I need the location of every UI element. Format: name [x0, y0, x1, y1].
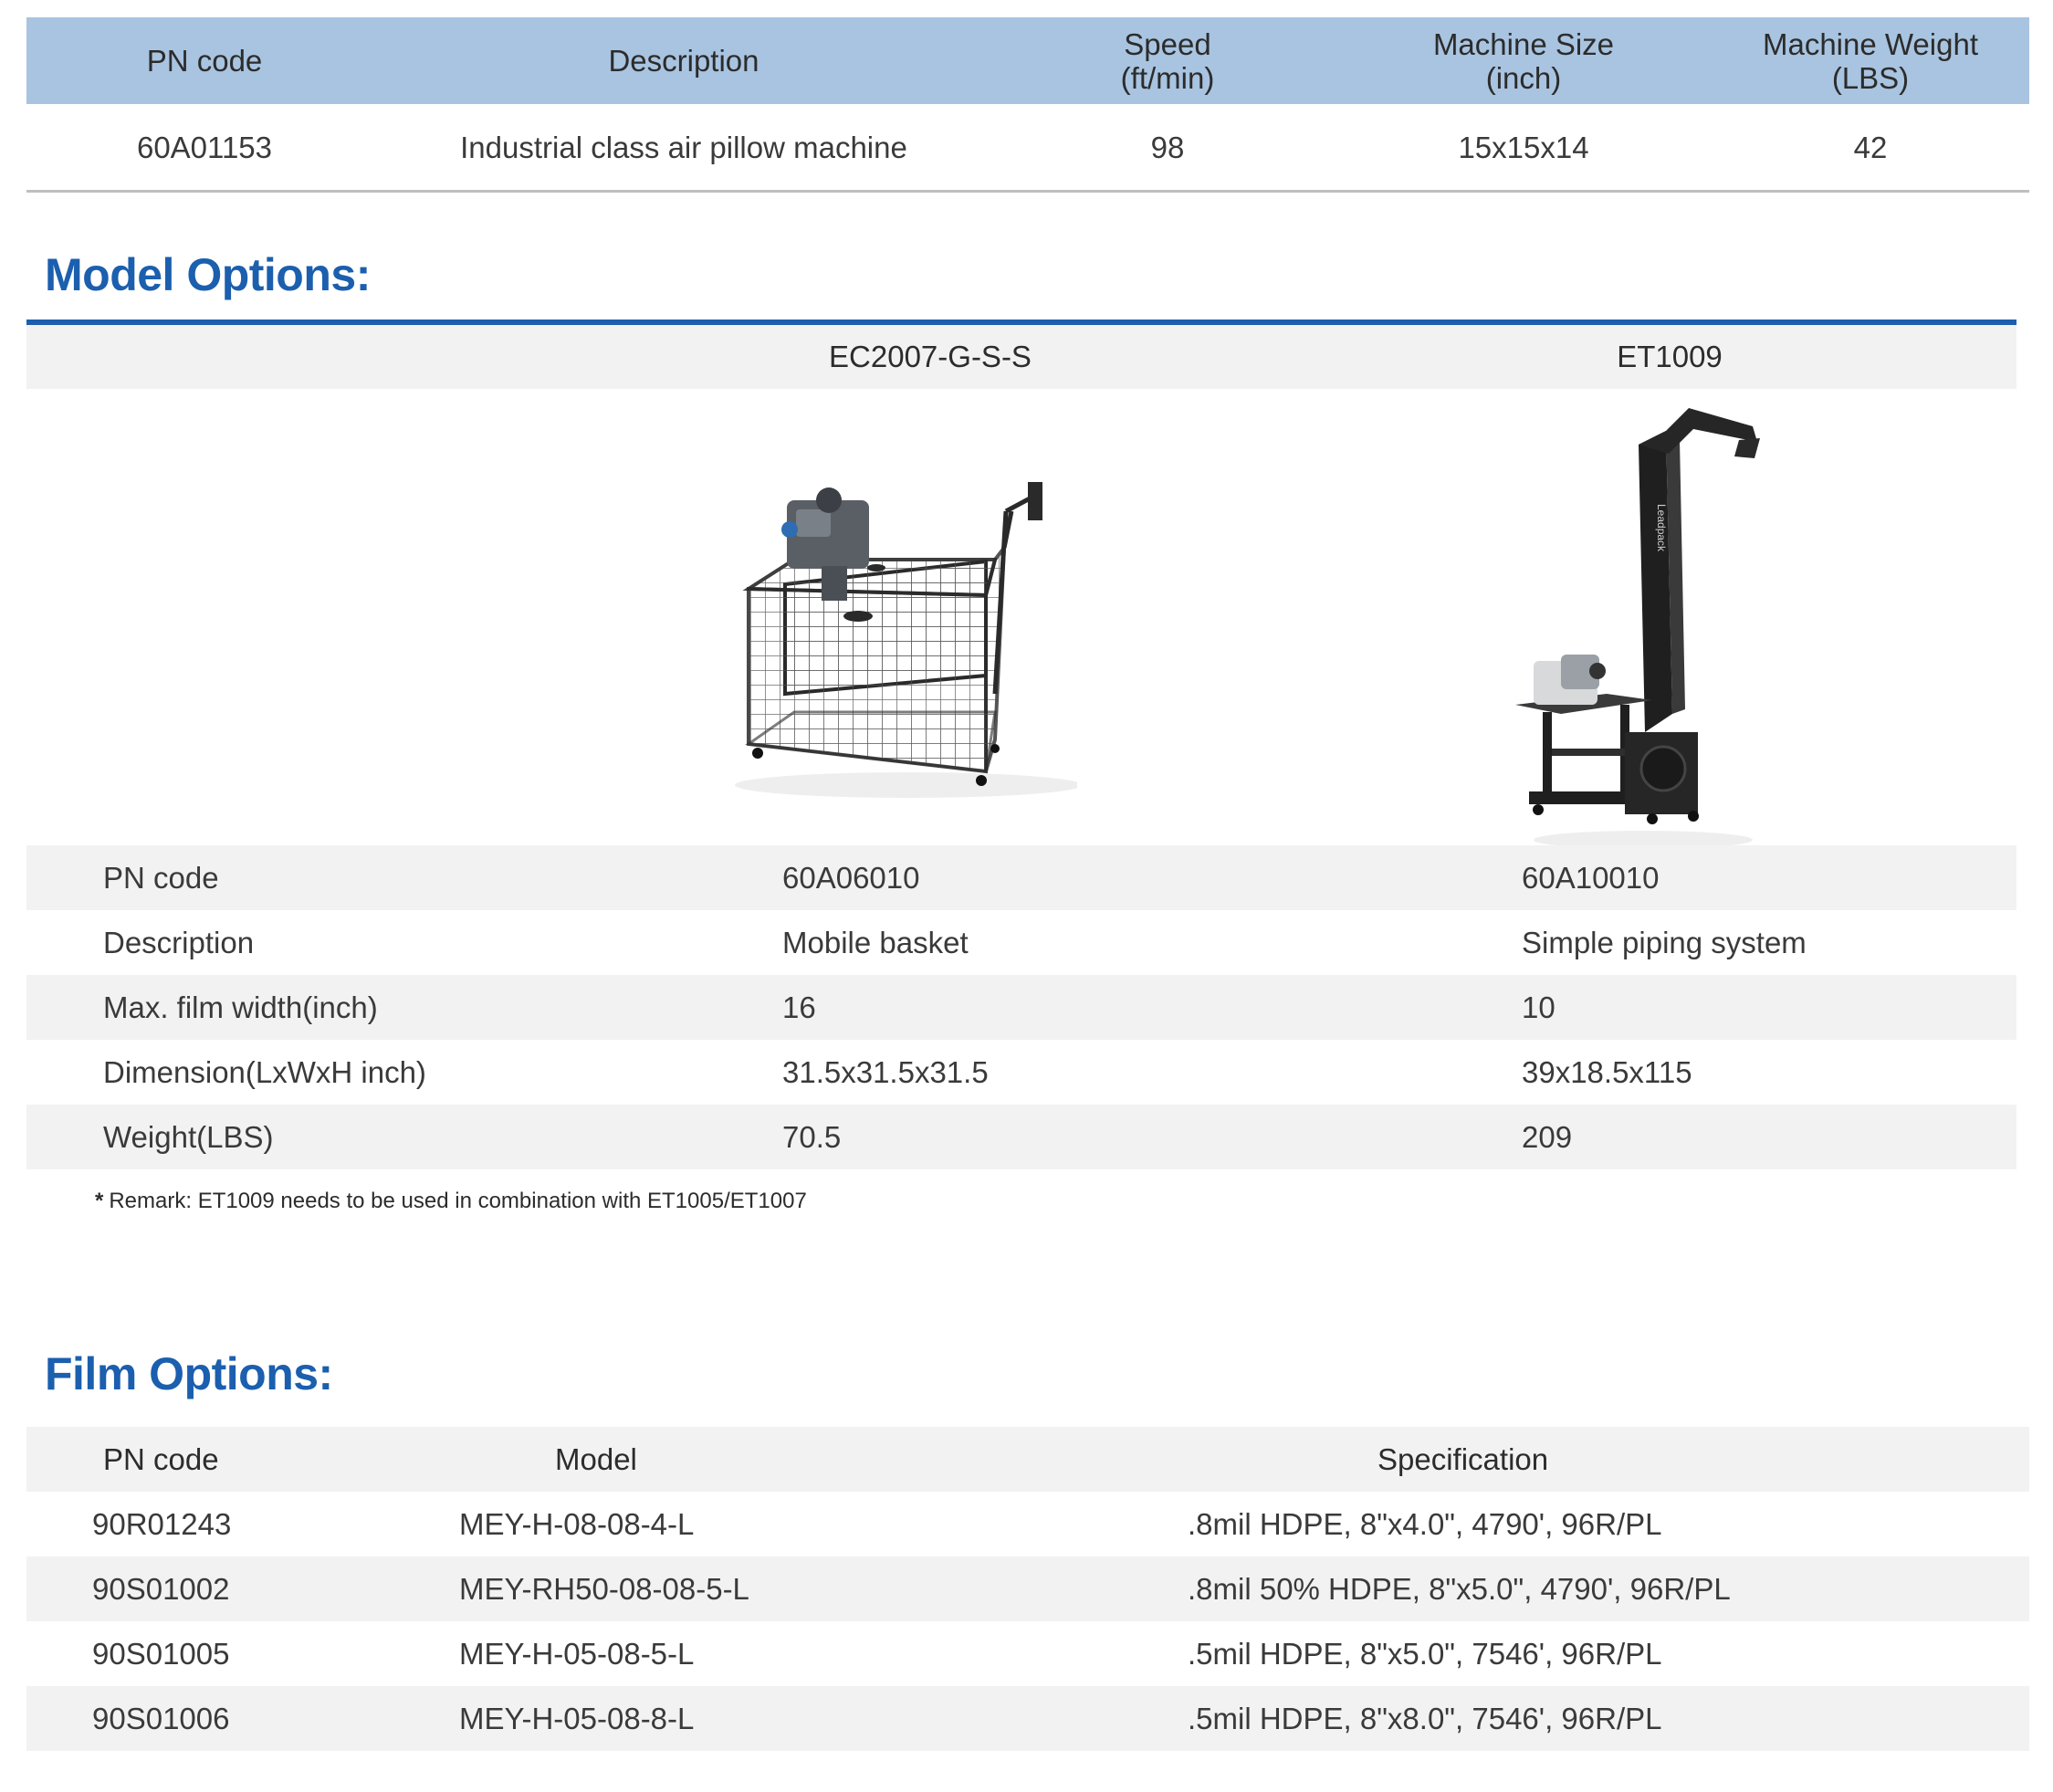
- model-row-value-ec2007: Mobile basket: [782, 925, 969, 959]
- model-row-label: Dimension(LxWxH inch): [103, 1054, 426, 1089]
- remark-star: *: [95, 1189, 104, 1213]
- film-cell-specification: .8mil HDPE, 8"x4.0", 4790', 96R/PL: [1188, 1506, 1662, 1541]
- model-row-value-et1009: 209: [1522, 1119, 1573, 1154]
- film-cell-model: MEY-RH50-08-08-5-L: [459, 1571, 749, 1606]
- spec-table-header: [26, 17, 2029, 104]
- model-row-value-et1009: 10: [1522, 990, 1555, 1024]
- film-cell-specification: .5mil HDPE, 8"x8.0", 7546', 96R/PL: [1188, 1701, 1662, 1735]
- spec-header-description: Description: [608, 44, 759, 78]
- model-row-value-et1009: 39x18.5x115: [1522, 1054, 1692, 1089]
- film-table-header: [26, 1427, 2029, 1492]
- film-header-specification: Specification: [1377, 1441, 1549, 1476]
- model-name-et1009: ET1009: [1617, 340, 1723, 373]
- spec-cell-machine-size: 15x15x14: [1458, 130, 1589, 164]
- spec-table-row: [26, 104, 2029, 191]
- film-cell-model: MEY-H-05-08-5-L: [459, 1636, 695, 1671]
- spec-table-divider: [26, 190, 2029, 193]
- model-row-value-ec2007: 16: [782, 990, 816, 1024]
- film-row: [26, 1621, 2029, 1686]
- piping-system-image: [1506, 403, 1762, 851]
- model-row-label: Description: [103, 925, 255, 959]
- model-row-label: Weight(LBS): [103, 1119, 274, 1154]
- spec-header-speed: Speed (ft/min): [1120, 26, 1215, 95]
- model-row-weight: [26, 1105, 2016, 1169]
- spec-cell-speed: 98: [1150, 130, 1185, 164]
- model-row-value-ec2007: 60A06010: [782, 860, 920, 895]
- film-cell-specification: .5mil HDPE, 8"x5.0", 7546', 96R/PL: [1188, 1636, 1662, 1671]
- model-row-description: [26, 910, 2016, 975]
- film-row: [26, 1556, 2029, 1621]
- spec-header-machine-size: Machine Size (inch): [1432, 26, 1615, 95]
- model-options-header: [26, 325, 2016, 389]
- film-cell-model: MEY-H-05-08-8-L: [459, 1701, 695, 1735]
- spec-cell-pn-code: 60A01153: [136, 130, 273, 164]
- model-row-value-ec2007: 31.5x31.5x31.5: [782, 1054, 989, 1089]
- mobile-basket-image: [721, 393, 1077, 808]
- remark-note: [95, 1189, 807, 1214]
- model-row-dimension: [26, 1040, 2016, 1105]
- model-row-value-et1009: 60A10010: [1522, 860, 1660, 895]
- film-cell-pn-code: 90S01006: [92, 1701, 230, 1735]
- film-cell-specification: .8mil 50% HDPE, 8"x5.0", 4790', 96R/PL: [1188, 1571, 1731, 1606]
- film-cell-pn-code: 90R01243: [92, 1506, 232, 1541]
- model-row-label: PN code: [103, 860, 219, 895]
- film-header-model: Model: [555, 1441, 637, 1476]
- spec-cell-machine-weight: 42: [1853, 130, 1888, 164]
- tower-logo-text: Leadpack: [1655, 504, 1668, 552]
- model-row-value-ec2007: 70.5: [782, 1119, 842, 1154]
- remark-text: Remark: ET1009 needs to be used in combination with ET1005/ET1007: [109, 1189, 807, 1213]
- film-header-pn-code: PN code: [103, 1441, 219, 1476]
- film-row: [26, 1686, 2029, 1751]
- model-row-value-et1009: Simple piping system: [1522, 925, 1807, 959]
- model-row-pn-code: [26, 845, 2016, 910]
- model-row-max-film-width: [26, 975, 2016, 1040]
- model-options-title: Model Options:: [45, 249, 371, 300]
- film-row: [26, 1492, 2029, 1556]
- model-row-label: Max. film width(inch): [103, 990, 378, 1024]
- model-name-ec2007: EC2007-G-S-S: [829, 340, 1032, 373]
- film-cell-model: MEY-H-08-08-4-L: [459, 1506, 695, 1541]
- film-options-title: Film Options:: [45, 1348, 333, 1399]
- spec-header-machine-weight: Machine Weight (LBS): [1762, 26, 1978, 95]
- spec-header-pn-code: PN code: [146, 44, 263, 78]
- spec-cell-description: Industrial class air pillow machine: [460, 130, 907, 164]
- film-cell-pn-code: 90S01005: [92, 1636, 230, 1671]
- film-cell-pn-code: 90S01002: [92, 1571, 230, 1606]
